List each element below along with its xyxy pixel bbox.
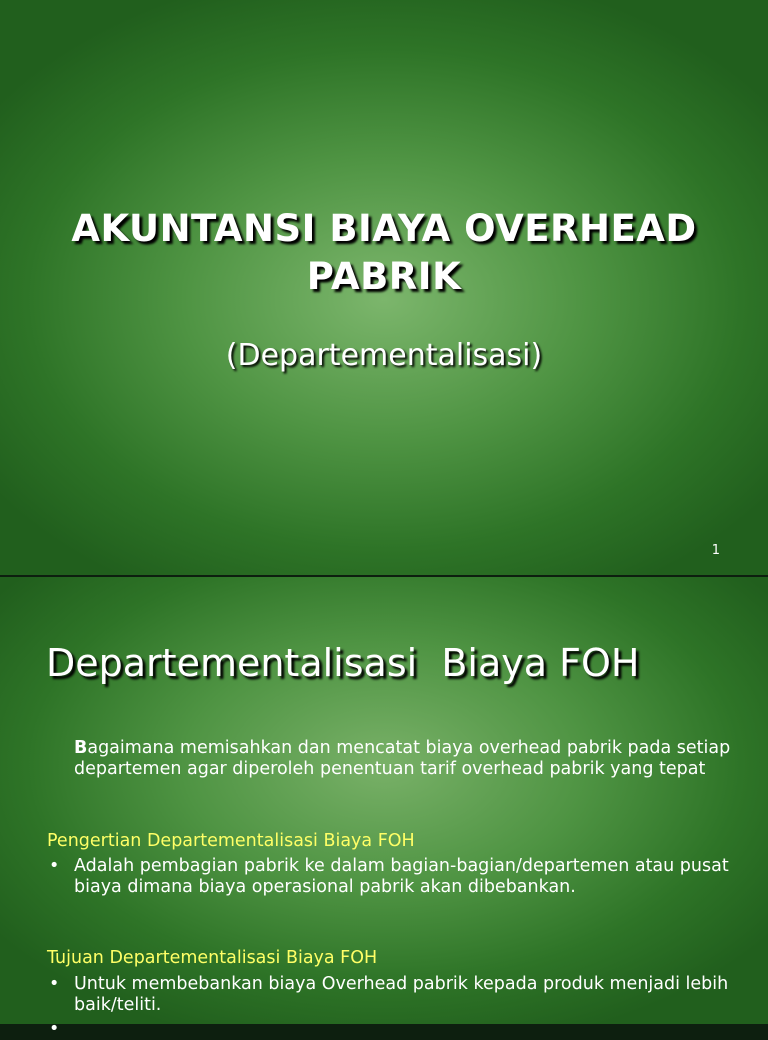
bullet-item (46, 974, 736, 1016)
bullet-dot-icon: • (49, 974, 60, 994)
slide-2 (0, 577, 768, 1039)
bullet-dot-icon: • (49, 856, 60, 876)
slide-1-title (0, 205, 768, 301)
bullet-dot-icon: • (49, 1019, 60, 1039)
bullet-item (46, 856, 736, 898)
section-heading-tujuan: Tujuan Departementalisasi Biaya FOH (47, 948, 378, 968)
slide-1-title-line-1: AKUNTANSI BIAYA OVERHEAD (71, 207, 697, 250)
page-number: 1 (711, 543, 720, 558)
slide-1-title-line-2: PABRIK (306, 255, 462, 298)
intro-paragraph (74, 738, 744, 780)
bullet-text: Untuk membebankan biaya Overhead pabrik kepada produk menjadi lebih baik/teliti. (74, 974, 729, 1015)
slide-2-title: Departementalisasi Biaya FOH (46, 641, 640, 685)
bullet-text: Adalah pembagian pabrik ke dalam bagian-bagian/departemen atau pusat biaya dimana biaya operasional pabrik akan dibebankan. (74, 856, 729, 897)
intro-text: agaimana memisahkan dan mencatat biaya overhead pabrik pada setiap departemen agar diperoleh penentuan tarif overhead pabrik yang tepat (74, 738, 731, 779)
slide-1-subtitle: (Departementalisasi) (225, 338, 543, 373)
intro-first-letter: B (74, 738, 88, 758)
section-heading-pengertian: Pengertian Departementalisasi Biaya FOH (47, 831, 415, 851)
